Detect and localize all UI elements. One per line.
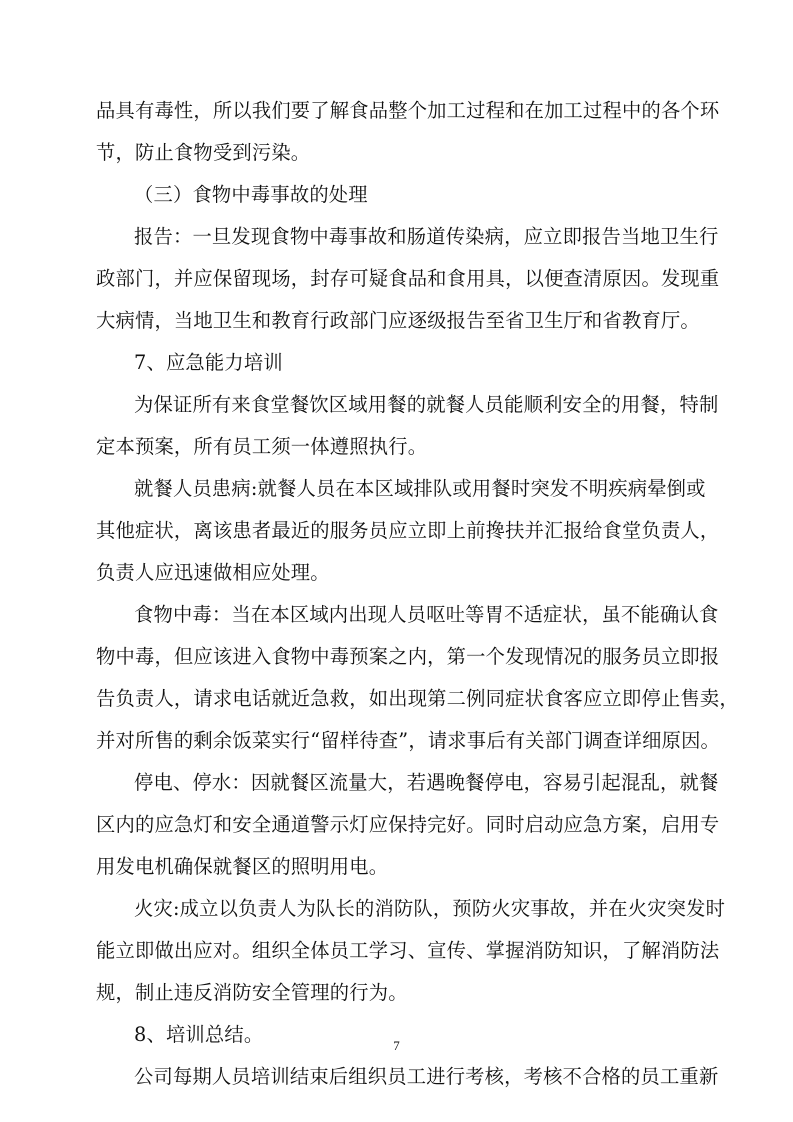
text-line: 报告：一旦发现食物中毒事故和肠道传染病，应立即报告当地卫生行 [134, 225, 719, 248]
text-line: 其他症状，离该患者最近的服务员应立即上前搀扶并汇报给食堂负责人， [96, 519, 720, 542]
section-heading: （三）食物中毒事故的处理 [134, 183, 368, 206]
text-line: 负责人应迅速做相应处理。 [96, 561, 330, 584]
section-heading: 7、应急能力培训 [134, 351, 283, 374]
text-line: 定本预案，所有员工须一体遵照执行。 [96, 435, 428, 458]
text-line: 火灾:成立以负责人为队长的消防队，预防火灾事故，并在火灾突发时 [134, 897, 726, 920]
text-line: 物中毒，但应该进入食物中毒预案之内，第一个发现情况的服务员立即报 [96, 645, 720, 668]
text-line: 食物中毒：当在本区域内出现人员呕吐等胃不适症状，虽不能确认食 [134, 603, 719, 626]
section-heading: 8、培训总结。 [134, 1023, 264, 1046]
text-line: 区内的应急灯和安全通道警示灯应保持完好。同时启动应急方案，启用专 [96, 813, 720, 836]
text-line: 规，制止违反消防安全管理的行为。 [96, 981, 408, 1004]
text-line: 停电、停水：因就餐区流量大，若遇晚餐停电，容易引起混乱，就餐 [134, 771, 719, 794]
text-line: 为保证所有来食堂餐饮区域用餐的就餐人员能顺利安全的用餐，特制 [134, 393, 719, 416]
text-line: 并对所售的剩余饭菜实行“留样待查”，请求事后有关部门调查详细原因。 [96, 729, 721, 752]
text-line: 就餐人员患病:就餐人员在本区域排队或用餐时突发不明疾病晕倒或 [134, 477, 706, 500]
text-line: 用发电机确保就餐区的照明用电。 [96, 855, 389, 878]
text-line: 大病情，当地卫生和教育行政部门应逐级报告至省卫生厅和省教育厅。 [96, 309, 700, 332]
text-line: 政部门，并应保留现场，封存可疑食品和食用具，以便查清原因。发现重 [96, 267, 720, 290]
text-line: 公司每期人员培训结束后组织员工进行考核，考核不合格的员工重新 [134, 1065, 719, 1088]
page-number: 7 [393, 1038, 400, 1053]
text-line: 能立即做出应对。组织全体员工学习、宣传、掌握消防知识，了解消防法 [96, 939, 720, 962]
text-line: 品具有毒性，所以我们要了解食品整个加工过程和在加工过程中的各个环 [96, 99, 720, 122]
text-line: 节，防止食物受到污染。 [96, 141, 311, 164]
text-line: 告负责人，请求电话就近急救，如出现第二例同症状食客应立即停止售卖， [96, 687, 739, 710]
